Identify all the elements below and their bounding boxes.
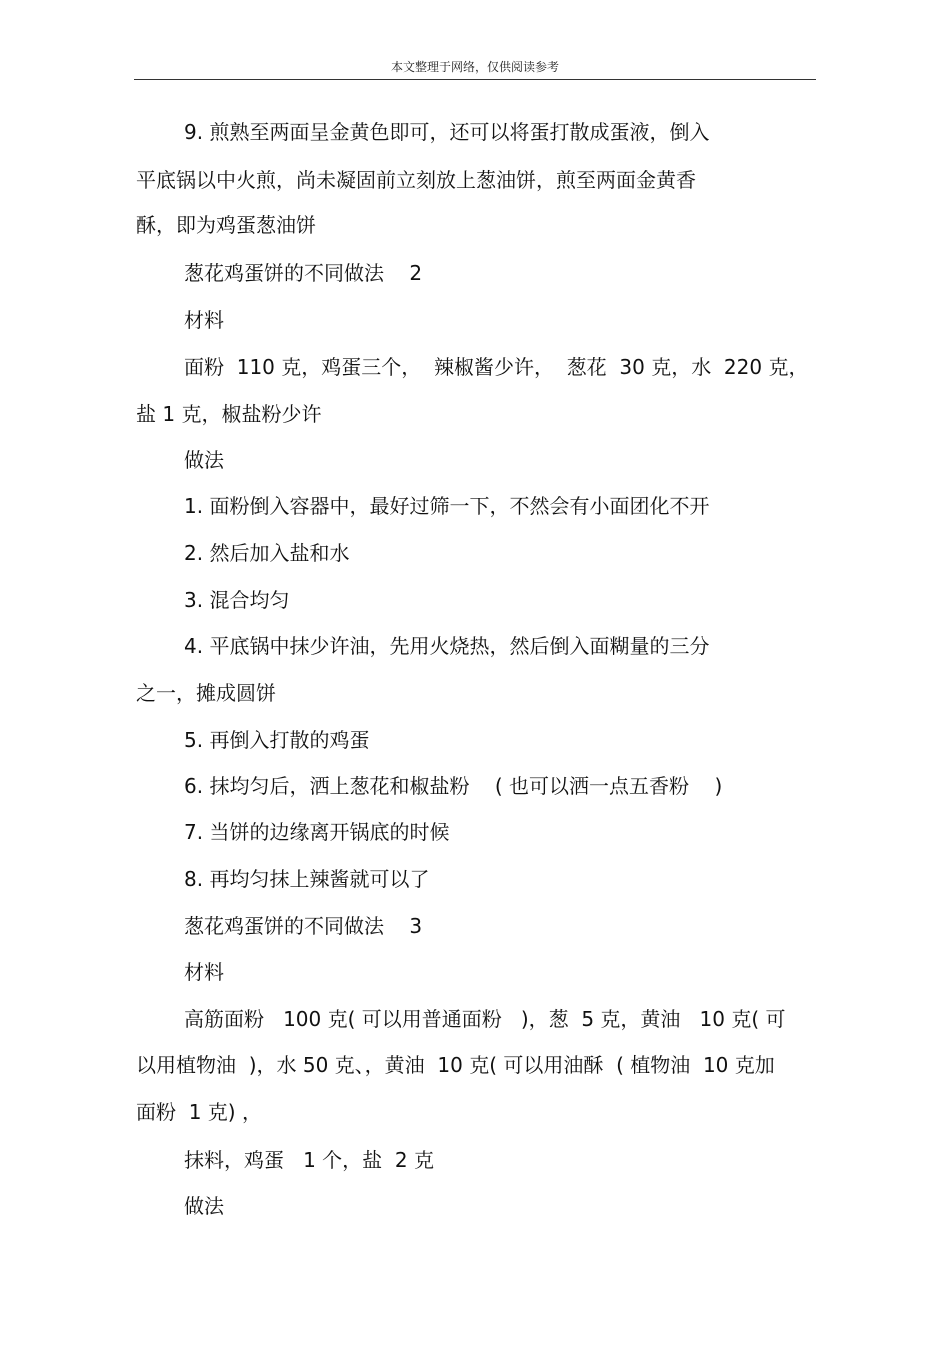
step-item: 5. 再倒入打散的鸡蛋 — [184, 728, 370, 752]
subheading: 材料 — [184, 960, 224, 984]
section-heading: 葱花鸡蛋饼的不同做法 3 — [184, 914, 423, 938]
paragraph-line: 高筋面粉 100 克( 可以用普通面粉 )，葱 5 克，黄油 10 克( 可 — [184, 1007, 786, 1031]
step-item-continued: 之一，摊成圆饼 — [136, 681, 276, 705]
paragraph-line: 酥，即为鸡蛋葱油饼 — [136, 213, 316, 237]
step-item: 2. 然后加入盐和水 — [184, 541, 350, 565]
paragraph-line: 以用植物油 )，水 50 克、，黄油 10 克( 可以用油酥 ( 植物油 10 克加 — [136, 1053, 775, 1077]
step-item: 3. 混合均匀 — [184, 588, 290, 612]
page-header: 本文整理于网络，仅供阅读参考 — [390, 60, 559, 74]
paragraph-line: 面粉 1 克) ， — [136, 1100, 262, 1124]
section-heading: 葱花鸡蛋饼的不同做法 2 — [184, 261, 423, 285]
step-item: 4. 平底锅中抹少许油，先用火烧热，然后倒入面糊量的三分 — [184, 634, 710, 658]
subheading: 做法 — [184, 1194, 224, 1218]
step-item: 6. 抹均匀后，洒上葱花和椒盐粉 ( 也可以洒一点五香粉 ) — [184, 774, 723, 798]
paragraph-line: 平底锅以中火煎，尚未凝固前立刻放上葱油饼，煎至两面金黄香 — [136, 168, 696, 192]
step-item: 1. 面粉倒入容器中，最好过筛一下，不然会有小面团化不开 — [184, 494, 710, 518]
subheading: 做法 — [184, 448, 224, 472]
step-item: 7. 当饼的边缘离开锅底的时候 — [184, 820, 450, 844]
paragraph-line: 面粉 110 克，鸡蛋三个， 辣椒酱少许， 葱花 30 克，水 220 克， — [184, 355, 809, 379]
header-divider — [134, 79, 816, 80]
subheading: 材料 — [184, 308, 224, 332]
step-item: 8. 再均匀抹上辣酱就可以了 — [184, 867, 430, 891]
paragraph-line: 抹料，鸡蛋 1 个，盐 2 克 — [184, 1148, 434, 1172]
paragraph-line: 9. 煎熟至两面呈金黄色即可，还可以将蛋打散成蛋液，倒入 — [184, 120, 710, 144]
paragraph-line: 盐 1 克，椒盐粉少许 — [136, 402, 322, 426]
